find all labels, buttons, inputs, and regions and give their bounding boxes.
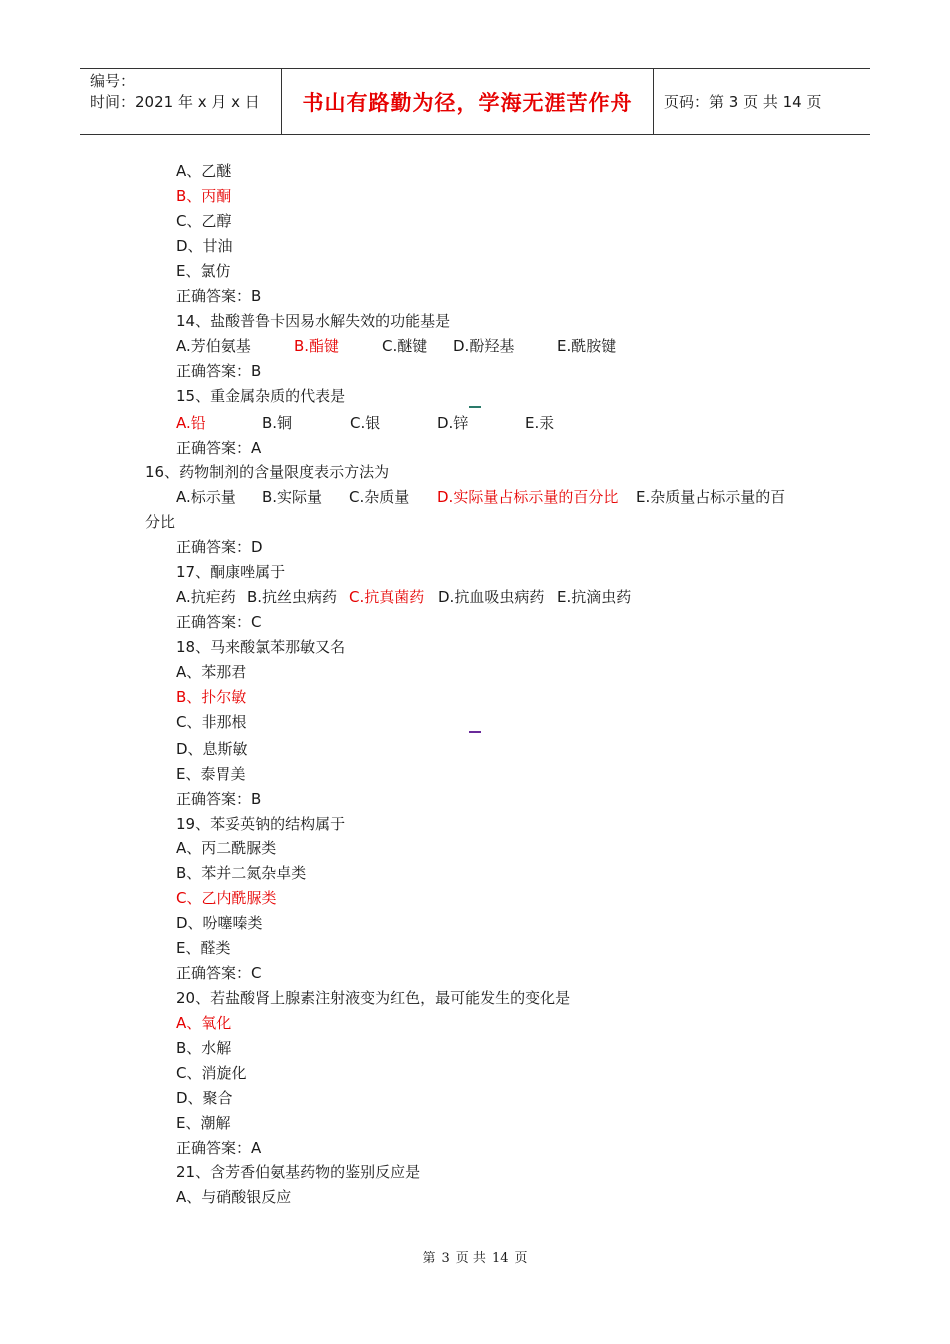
question-line: 15、重金属杂质的代表是 <box>176 387 346 405</box>
question-line: 20、若盐酸肾上腺素注射液变为红色，最可能发生的变化是 <box>176 989 571 1007</box>
option-line-correct: C、乙内酰脲类 <box>176 889 277 907</box>
answer-line: 正确答案：B <box>176 790 262 808</box>
header-page-cell <box>654 69 870 134</box>
option: C.杂质量 <box>349 488 410 506</box>
option-line: B、苯并二氮杂卓类 <box>176 864 307 882</box>
header-meta <box>80 69 282 134</box>
option-correct: C.抗真菌药 <box>349 588 425 606</box>
answer-line: 正确答案：B <box>176 362 262 380</box>
option-line: D、息斯敏 <box>176 740 248 758</box>
header-motto: 书山有路勤为径，学海无涯苦作舟 <box>302 90 633 115</box>
option-line-correct: A、氧化 <box>176 1014 232 1032</box>
answer-line: 正确答案：C <box>176 964 262 982</box>
option-line-correct: B、丙酮 <box>176 187 232 205</box>
option: A.抗疟药 <box>176 588 236 606</box>
option: B.实际量 <box>262 488 323 506</box>
option: E.汞 <box>525 414 555 432</box>
answer-line: 正确答案：A <box>176 1139 262 1157</box>
option-line: E、氯仿 <box>176 262 231 280</box>
stray-mark <box>469 406 481 408</box>
footer-mid: 页 共 <box>455 1251 486 1266</box>
option-line: A、与硝酸银反应 <box>176 1188 292 1206</box>
option: E.酰胺键 <box>557 337 617 355</box>
header-time: 时间：2021 年 x 月 x 日 <box>90 93 260 111</box>
option-line: D、聚合 <box>176 1089 233 1107</box>
option: A.芳伯氨基 <box>176 337 251 355</box>
answer-line: 正确答案：C <box>176 613 262 631</box>
option: C.银 <box>350 414 381 432</box>
option-line: D、吩噻嗪类 <box>176 914 263 932</box>
answer-line: 正确答案：B <box>176 287 262 305</box>
footer-suffix: 页 <box>514 1251 528 1266</box>
option-correct: A.铅 <box>176 414 206 432</box>
option-line: A、乙醚 <box>176 162 232 180</box>
question-line: 17、酮康唑属于 <box>176 563 286 581</box>
option-correct: D.实际量占标示量的百分比 <box>437 488 619 506</box>
page-footer <box>0 1247 950 1266</box>
stray-mark <box>469 731 481 733</box>
option-correct: B.酯键 <box>294 337 340 355</box>
footer-page-number: 3 <box>441 1251 450 1266</box>
option: D.抗血吸虫病药 <box>438 588 545 606</box>
question-line: 16、药物制剂的含量限度表示方法为 <box>145 463 390 481</box>
option: A.标示量 <box>176 488 236 506</box>
option-line: E、潮解 <box>176 1114 231 1132</box>
page-header <box>80 68 870 135</box>
answer-line: 正确答案：D <box>176 538 263 556</box>
option: E.杂质量占标示量的百 <box>636 488 786 506</box>
option-line: A、丙二酰脲类 <box>176 839 277 857</box>
option-line: C、非那根 <box>176 713 247 731</box>
option-line: E、泰胃美 <box>176 765 246 783</box>
question-line: 14、盐酸普鲁卡因易水解失效的功能基是 <box>176 312 451 330</box>
option-line: C、消旋化 <box>176 1064 247 1082</box>
wrapped-text: 分比 <box>145 513 176 531</box>
header-page-label: 页码：第 3 页 共 14 页 <box>664 93 822 111</box>
question-line: 21、含芳香伯氨基药物的鉴别反应是 <box>176 1163 421 1181</box>
option: B.铜 <box>262 414 293 432</box>
answer-line: 正确答案：A <box>176 439 262 457</box>
question-line: 19、苯妥英钠的结构属于 <box>176 815 346 833</box>
option-line: D、甘油 <box>176 237 233 255</box>
option: E.抗滴虫药 <box>557 588 632 606</box>
option-line: A、苯那君 <box>176 663 247 681</box>
option-line-correct: B、扑尔敏 <box>176 688 247 706</box>
question-line: 18、马来酸氯苯那敏又名 <box>176 638 346 656</box>
option: D.锌 <box>437 414 469 432</box>
option: D.酚羟基 <box>453 337 515 355</box>
footer-prefix: 第 <box>422 1251 436 1266</box>
option-line: B、水解 <box>176 1039 232 1057</box>
option: C.醚键 <box>382 337 428 355</box>
option-line: C、乙醇 <box>176 212 232 230</box>
footer-total: 14 <box>491 1251 509 1266</box>
header-number: 编号： <box>90 72 136 90</box>
option-line: E、醛类 <box>176 939 231 957</box>
header-motto-cell <box>282 69 654 134</box>
option: B.抗丝虫病药 <box>247 588 338 606</box>
